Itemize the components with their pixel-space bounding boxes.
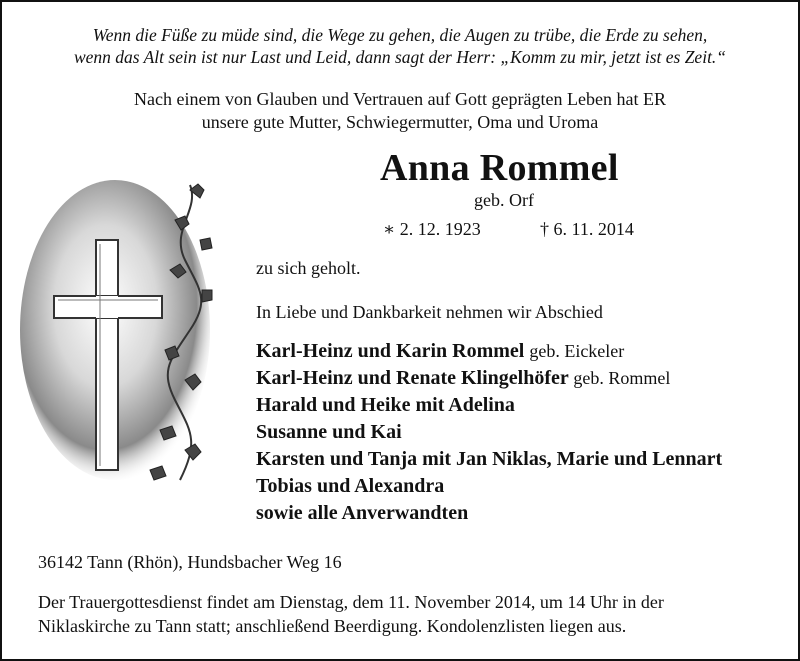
family-line [256,475,444,498]
intro-line-2: unsere gute Mutter, Schwiegermutter, Oma und Uroma [201,112,599,132]
family-name: Tobias und Alexandra [256,475,445,497]
family-line [256,448,722,471]
family-name: Susanne und Kai [256,421,402,443]
deceased-name: Anna Rommel [380,147,619,189]
service-line-2: Niklaskirche zu Tann statt; anschließend Beerdigung. Kondolenzlisten liegen aus. [38,616,627,636]
family-name: Harald und Heike mit Adelina [256,394,515,416]
death-date: † 6. 11. 2014 [540,219,634,239]
family-name: Karl-Heinz und Karin Rommel [256,340,525,362]
family-line [256,367,670,390]
family-name: Karl-Heinz und Renate Klingelhöfer [256,367,569,389]
poem-line-1: Wenn die Füße zu müde sind, die Wege zu gehen, die Augen zu trübe, die Erde zu sehen, [92,25,708,45]
ivy-vine-icon [130,180,240,500]
poem-line-2: wenn das Alt sein ist nur Last und Leid, dann sagt der Herr: „Komm zu mir, jetzt ist es Zeit.“ [73,47,727,67]
family-line [256,340,624,363]
address-line: 36142 Tann (Rhön), Hundsbacher Weg 16 [38,552,342,572]
family-suffix: geb. Rommel [573,368,671,388]
family-line [256,502,468,525]
farewell-line: In Liebe und Dankbarkeit nehmen wir Abschied [256,302,603,322]
family-line [256,421,402,444]
birth-date: ∗ 2. 12. 1923 [383,219,481,239]
cross-illustration [20,180,242,500]
maiden-name: geb. Orf [474,190,534,210]
family-suffix: geb. Eickeler [529,341,625,361]
service-line-1: Der Trauergottesdienst findet am Dienstag, dem 11. November 2014, um 14 Uhr in der [38,592,664,612]
family-line [256,394,515,417]
taken-line: zu sich geholt. [256,258,361,278]
intro-line-1: Nach einem von Glauben und Vertrauen auf Gott geprägten Leben hat ER [134,89,666,109]
family-name: sowie alle Anverwandten [256,502,469,524]
family-name: Karsten und Tanja mit Jan Niklas, Marie und Lennart [256,448,723,470]
